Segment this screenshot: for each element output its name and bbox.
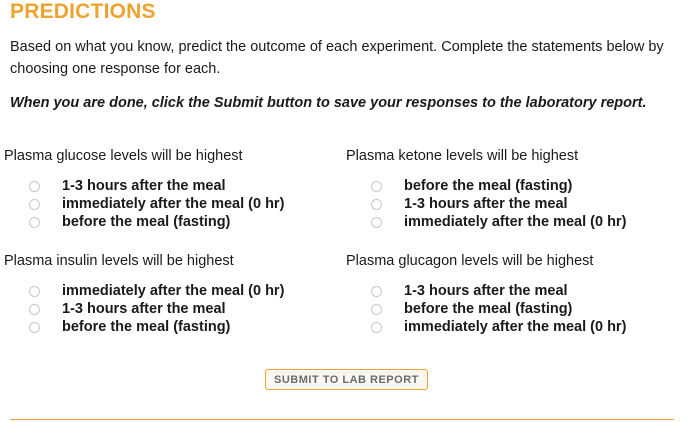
option-label: 1-3 hours after the meal bbox=[62, 301, 226, 317]
intro-text: Based on what you know, predict the outcome of each experiment. Complete the statements below by choosing one response for each. bbox=[10, 39, 664, 77]
submit-instruction: When you are done, click the Submit button to save your responses to the laboratory report. bbox=[10, 95, 647, 111]
option-list bbox=[346, 282, 676, 336]
radio-button[interactable] bbox=[29, 199, 40, 210]
option-label: 1-3 hours after the meal bbox=[404, 196, 568, 212]
option-ketone-2[interactable] bbox=[346, 195, 676, 213]
option-label: before the meal (fasting) bbox=[404, 301, 573, 317]
option-ketone-1[interactable] bbox=[346, 177, 676, 195]
option-glucagon-3[interactable] bbox=[346, 318, 676, 336]
question-label: Plasma insulin levels will be highest bbox=[4, 253, 234, 269]
radio-button[interactable] bbox=[371, 286, 382, 297]
option-insulin-1[interactable] bbox=[4, 282, 334, 300]
option-label: immediately after the meal (0 hr) bbox=[62, 196, 285, 212]
radio-button[interactable] bbox=[29, 181, 40, 192]
option-glucagon-2[interactable] bbox=[346, 300, 676, 318]
radio-button[interactable] bbox=[29, 304, 40, 315]
radio-button[interactable] bbox=[371, 217, 382, 228]
radio-button[interactable] bbox=[29, 286, 40, 297]
option-ketone-3[interactable] bbox=[346, 213, 676, 231]
question-label: Plasma glucose levels will be highest bbox=[4, 148, 243, 164]
option-insulin-3[interactable] bbox=[4, 318, 334, 336]
question-glucagon bbox=[346, 252, 676, 336]
option-label: 1-3 hours after the meal bbox=[404, 283, 568, 299]
option-label: immediately after the meal (0 hr) bbox=[62, 283, 285, 299]
option-label: immediately after the meal (0 hr) bbox=[404, 319, 627, 335]
question-label: Plasma ketone levels will be highest bbox=[346, 148, 579, 164]
radio-button[interactable] bbox=[371, 199, 382, 210]
radio-button[interactable] bbox=[371, 181, 382, 192]
option-glucose-1[interactable] bbox=[4, 177, 334, 195]
option-glucagon-1[interactable] bbox=[346, 282, 676, 300]
question-insulin bbox=[4, 252, 334, 336]
option-label: 1-3 hours after the meal bbox=[62, 178, 226, 194]
radio-button[interactable] bbox=[371, 304, 382, 315]
question-glucose bbox=[4, 147, 334, 231]
option-glucose-3[interactable] bbox=[4, 213, 334, 231]
question-ketone bbox=[346, 147, 676, 231]
submit-button[interactable]: SUBMIT TO LAB REPORT bbox=[265, 369, 428, 390]
option-label: immediately after the meal (0 hr) bbox=[404, 214, 627, 230]
option-glucose-2[interactable] bbox=[4, 195, 334, 213]
question-label: Plasma glucagon levels will be highest bbox=[346, 253, 594, 269]
option-list bbox=[346, 177, 676, 231]
option-label: before the meal (fasting) bbox=[404, 178, 573, 194]
radio-button[interactable] bbox=[29, 322, 40, 333]
option-list bbox=[4, 282, 334, 336]
option-insulin-2[interactable] bbox=[4, 300, 334, 318]
option-list bbox=[4, 177, 334, 231]
option-label: before the meal (fasting) bbox=[62, 214, 231, 230]
divider bbox=[10, 419, 674, 420]
radio-button[interactable] bbox=[29, 217, 40, 228]
page-title: PREDICTIONS bbox=[10, 0, 156, 23]
option-label: before the meal (fasting) bbox=[62, 319, 231, 335]
radio-button[interactable] bbox=[371, 322, 382, 333]
